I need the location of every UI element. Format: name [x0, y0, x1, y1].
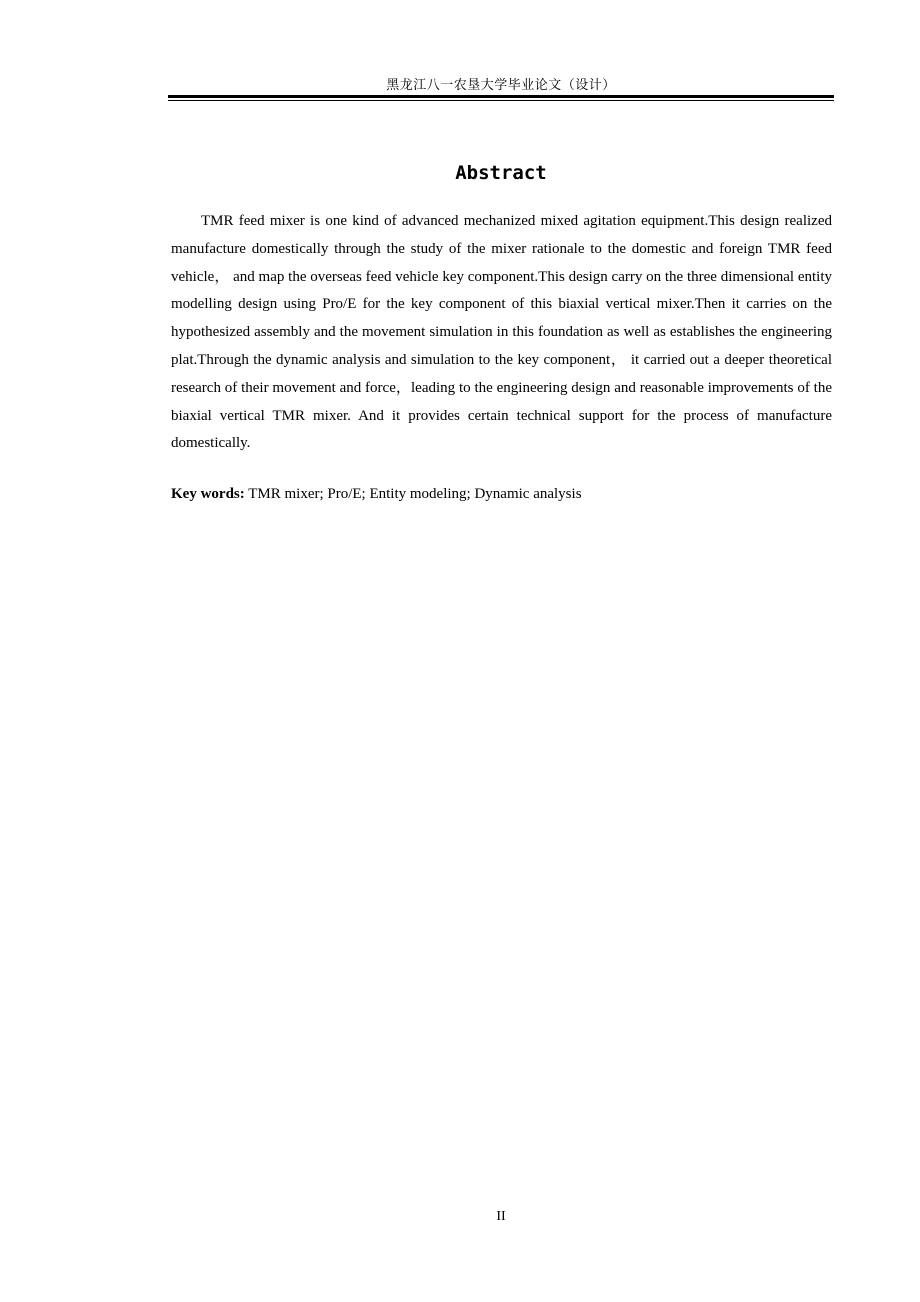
- abstract-paragraph: TMR feed mixer is one kind of advanced mechanized mixed agitation equipment.This design realized manufacture domestically through the study of the mixer rationale to the domestic and foreign TMR feed vehicle， and map the overseas feed vehicle key component.This design carry on the three dimensional entity modelling design using Pro/E for the key component of this biaxial vertical mixer.Then it carries on the hypothesized assembly and the movement simulation in this foundation as well as establishes the engineering plat.Through the dynamic analysis and simulation to the key component， it carried out a deeper theoretical research of their movement and force，leading to the engineering design and reasonable improvements of the biaxial vertical TMR mixer. And it provides certain technical support for the process of manufacture domestically.: [171, 213, 832, 452]
- page-number: II: [496, 1209, 506, 1224]
- header-rule-thick: [168, 95, 834, 98]
- header-rule-thin: [168, 100, 834, 101]
- keywords-label: Key words:: [171, 486, 245, 502]
- page-title: Abstract: [455, 162, 547, 184]
- page-header: 黑龙江八一农垦大学毕业论文（设计）: [386, 77, 616, 92]
- keywords-value: TMR mixer; Pro/E; Entity modeling; Dynamic analysis: [244, 486, 582, 502]
- keywords-line: [171, 482, 832, 506]
